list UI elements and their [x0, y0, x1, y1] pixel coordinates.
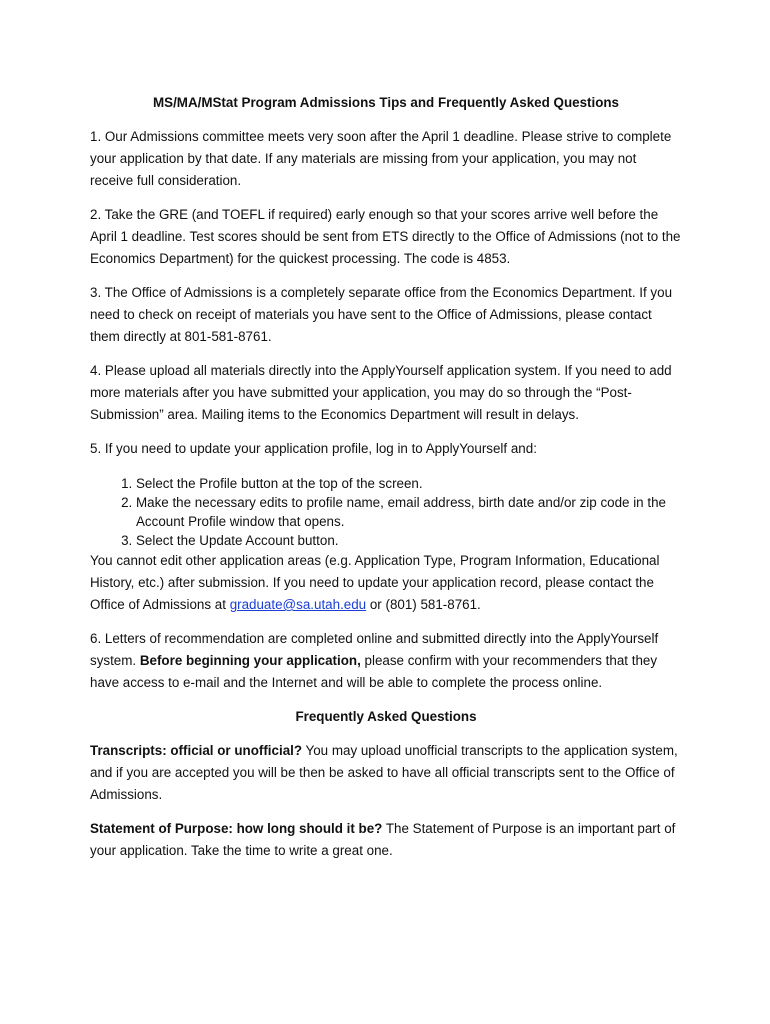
admissions-email-link[interactable]: graduate@sa.utah.edu [229, 597, 367, 612]
faq-answer: You may upload unofficial transcripts to the application system, and if you are accepted you will be then be asked to have all official transcripts sent to the Office of Admissions. [90, 743, 678, 802]
document-page [90, 92, 682, 874]
tip-6-text: 6. Letters of recommendation are completed online and submitted directly into the ApplyYourself system. [90, 631, 659, 668]
tip-6 [90, 628, 682, 694]
tip-6-bold: Before beginning your application, [139, 653, 361, 668]
tip-5-intro: 5. If you need to update your application profile, log in to ApplyYourself and: [90, 441, 537, 456]
faq-heading: Frequently Asked Questions [295, 709, 477, 724]
profile-update-steps [90, 474, 682, 550]
faq-item-statement [90, 818, 682, 862]
faq-item-transcripts [90, 740, 682, 806]
step-item: 2. Make the necessary edits to profile name, email address, birth date and/or zip code in the Account Profile window that opens. [136, 493, 682, 531]
step-item: 1. Select the Profile button at the top of the screen. [136, 474, 682, 493]
tip-6-text-end: please confirm with your recommenders that they have access to e-mail and the Internet and will be able to complete the process online. [90, 653, 658, 690]
faq-question: Transcripts: official or unofficial? [90, 743, 303, 758]
faq-answer: The Statement of Purpose is an important part of your application. Take the time to write a great one. [90, 821, 676, 858]
tip-1: 1. Our Admissions committee meets very soon after the April 1 deadline. Please strive to complete your application by that date. If any materials are missing from your application, you may not receive full consideration. [90, 129, 672, 188]
faq-question: Statement of Purpose: how long should it be? [90, 821, 383, 836]
step-item: 3. Select the Update Account button. [136, 531, 682, 550]
tip-5-note [90, 550, 682, 616]
tip-5-note-text: You cannot edit other application areas (e.g. Application Type, Program Information, Educational History, etc.) after submission. If you need to update your application record, please contact the Office of Admissions at [90, 553, 660, 612]
tip-4: 4. Please upload all materials directly into the ApplyYourself application system. If you need to add more materials after you have submitted your application, you may do so through the “Post-Submission” area. Mailing items to the Economics Department will result in delays. [90, 363, 672, 422]
tip-3: 3. The Office of Admissions is a completely separate office from the Economics Department. If you need to check on receipt of materials you have sent to the Office of Admissions, please contact them directly at 801-581-8761. [90, 285, 673, 344]
tip-2: 2. Take the GRE (and TOEFL if required) early enough so that your scores arrive well before the April 1 deadline. Test scores should be sent from ETS directly to the Office of Admissions (not to the Economics Department) for the quickest processing. The code is 4853. [90, 207, 681, 266]
document-title: MS/MA/MStat Program Admissions Tips and Frequently Asked Questions [152, 95, 620, 110]
tip-5-note-phone: or (801) 581-8761. [366, 597, 481, 612]
